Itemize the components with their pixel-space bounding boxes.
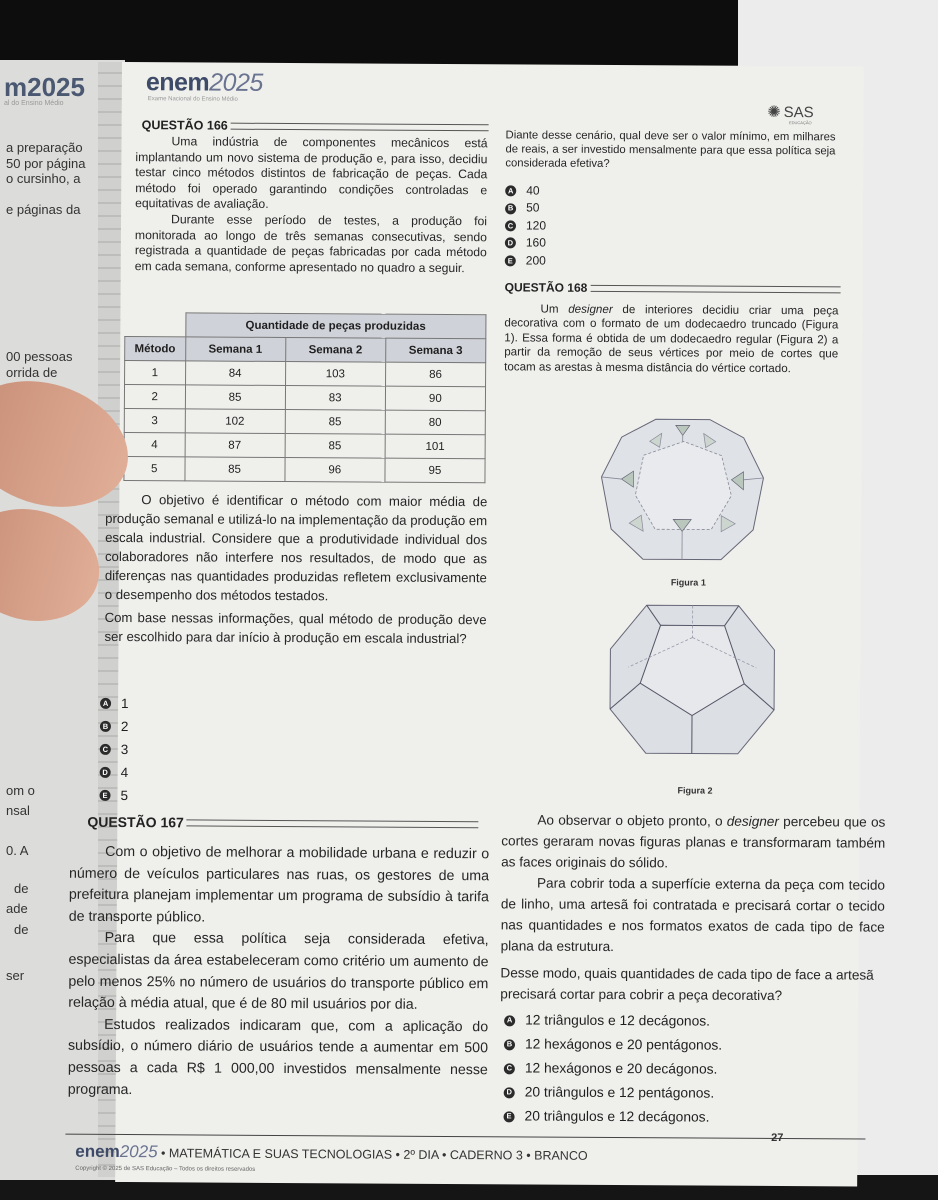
question-167-title: QUESTÃO 167 — [87, 814, 479, 832]
table-cell: 1 — [125, 361, 186, 385]
option-c[interactable] — [100, 738, 129, 761]
option-letter-badge: D — [100, 767, 111, 778]
prev-page-logo: m2025 — [4, 72, 85, 102]
option-marked-x-icon: A — [505, 186, 516, 197]
option-letter-badge: A — [504, 1015, 515, 1026]
prev-fragment: nsal — [6, 803, 30, 818]
option-text: 120 — [525, 218, 547, 233]
q168-paragraph-4: Desse modo, quais quantidades de cada tipo de face a artesã precisará cortar para cobrir a peça decorativa? — [500, 965, 874, 1004]
option-a[interactable] — [504, 1008, 722, 1033]
table-row — [124, 385, 485, 411]
option-letter-badge: D — [504, 1087, 515, 1098]
title-rule — [187, 819, 479, 828]
question-168-title: QUESTÃO 168 — [505, 280, 841, 296]
table-row — [124, 433, 485, 459]
table-header: Semana 3 — [385, 338, 485, 363]
prev-fragment: orrida de — [6, 365, 58, 380]
q166-paragraph-1: Uma indústria de componentes mecânicos está implantando um novo sistema de produção e, para isso, decidiu testar cinco métodos distintos de fabricação de peças. Cada método foi operado garantindo condições controladas e equitativas de avaliação. — [135, 134, 488, 212]
q167-paragraph-1: Com o objetivo de melhorar a mobilidade urbana e reduzir o número de veículos particulares nas ruas, os gestores de uma prefeitura planejam implementar um programa de subsídio à tarifa de transporte público. — [68, 843, 490, 926]
q168-paragraph-1: Um designer de interiores decidiu criar uma peça decorativa com o formato de um dodecaedro truncado (Figura 1). Essa forma é obtida de um dodecaedro regular (Figura 2) a partir da remoção de seus vértices por meio de cortes que tocam as arestas à mesma distância do vértice cortado. — [504, 302, 839, 375]
option-text: 4 — [120, 765, 129, 781]
dodecahedron-figure — [606, 597, 779, 766]
prev-fragment: 00 pessoas — [6, 349, 73, 364]
prev-fragment: 50 por página — [6, 156, 86, 171]
table-cell: 90 — [385, 386, 485, 411]
option-text: 2 — [120, 719, 129, 735]
option-a-marked[interactable] — [505, 182, 546, 200]
option-text: 3 — [120, 742, 129, 758]
question-167-prompt — [505, 128, 835, 172]
prev-fragment: o cursinho, a — [6, 171, 81, 186]
table-row — [125, 361, 486, 387]
q167-paragraph-2: Para que essa política seja considerada efetiva, especialistas da área estabeleceram como critério um aumento de pelo menos 25% no número de usuários do transporte público em relação à média atual, que é de 80 mil usuários por dia. — [68, 930, 489, 1013]
question-168-options — [503, 1008, 722, 1129]
footer-text: • MATEMÁTICA E SUAS TECNOLOGIAS • 2º DIA • CADERNO 3 • BRANCO — [157, 1146, 588, 1163]
footer — [75, 1142, 587, 1165]
table-cell: 5 — [124, 457, 185, 481]
table-cell: 4 — [124, 433, 185, 457]
enem-logo: enem2025 — [145, 68, 263, 97]
prev-fragment: a preparação — [6, 140, 83, 155]
option-d[interactable] — [505, 235, 546, 253]
prev-fragment: ser — [6, 968, 25, 983]
option-text: 12 hexágonos e 20 pentágonos. — [524, 1036, 723, 1053]
title-rule — [590, 284, 840, 293]
table-cell: 101 — [385, 434, 485, 459]
option-letter-badge: C — [100, 744, 111, 755]
option-b[interactable] — [505, 200, 546, 218]
sas-logo: ✺ SAS — [767, 103, 814, 122]
table-cell: 96 — [285, 458, 385, 483]
question-168-body — [500, 809, 885, 1006]
table-group-header: Quantidade de peças produzidas — [185, 313, 486, 339]
prev-fragment: de — [14, 881, 29, 896]
footer-enem-logo: enem2025 — [75, 1141, 158, 1162]
q168-paragraph-3: Para cobrir toda a superfície externa da peça com tecido de linho, uma artesã foi contratada e precisará cortar o tecido nas quantidades e nos formatos exatos de cada tipo de face plana da estrutura. — [500, 875, 886, 955]
table-header: Semana 1 — [185, 337, 285, 362]
option-marked-x-icon: E — [99, 790, 110, 801]
option-text: 40 — [526, 183, 540, 198]
q168-paragraph-2: Ao observar o objeto pronto, o designer percebeu que os cortes geraram novas figuras planas e transformaram também as faces originais do sólido. — [501, 812, 886, 871]
table-corner — [125, 313, 186, 337]
footer-rule — [65, 1134, 865, 1140]
option-d[interactable] — [504, 1080, 722, 1105]
option-letter-badge: C — [505, 220, 516, 231]
question-167-options — [505, 182, 547, 269]
option-a[interactable] — [100, 692, 129, 715]
prev-fragment: e páginas da — [6, 202, 81, 217]
table-cell: 103 — [285, 362, 385, 387]
table-header-row — [125, 337, 486, 363]
prev-fragment: 0. A — [6, 843, 29, 858]
page-number: 27 — [771, 1131, 784, 1145]
option-letter-badge: B — [505, 203, 516, 214]
option-text: 50 — [526, 200, 540, 215]
prev-fragment: om o — [6, 783, 35, 798]
q166-paragraph-4: Com base nessas informações, qual método de produção deve ser escolhido para dar início à produção em escala industrial? — [104, 609, 487, 647]
sas-subtitle: EDUCAÇÃO — [788, 120, 812, 126]
option-letter-badge: C — [504, 1063, 515, 1074]
sas-star-icon: ✺ — [767, 103, 781, 122]
exam-page — [67, 62, 886, 1187]
question-166-intro — [135, 134, 488, 276]
title-rule — [231, 122, 489, 131]
q167-paragraph-4: Diante desse cenário, qual deve ser o valor mínimo, em milhares de reais, a ser investido mensalmente para que essa política seja considerada efetiva? — [505, 129, 836, 170]
question-168-intro — [504, 302, 838, 376]
table-cell: 84 — [185, 361, 285, 386]
enem-subtitle: Exame Nacional do Ensino Médio — [147, 96, 238, 103]
prev-fragment: de — [14, 922, 29, 937]
table-cell: 83 — [285, 386, 385, 411]
production-table — [123, 312, 486, 483]
option-b[interactable] — [504, 1032, 722, 1057]
option-text: 5 — [120, 788, 129, 804]
option-c[interactable] — [505, 217, 546, 235]
table-row — [124, 409, 485, 435]
q166-paragraph-2: Durante esse período de testes, a produção foi monitorada ao longo de três semanas consecutivas, sendo registrada a quantidade de peças fabricadas por cada método em cada semana, conforme apresentado no quadro a seguir. — [134, 212, 488, 275]
copyright: Copyright © 2025 de SAS Educação – Todos os direitos reservados — [75, 1165, 256, 1173]
option-letter-badge: D — [505, 238, 516, 249]
option-text: 200 — [525, 253, 546, 268]
option-text: 160 — [525, 235, 546, 250]
prev-page-subtitle: al do Ensino Médio — [4, 100, 64, 107]
q167-paragraph-3: Estudos realizados indicaram que, com a aplicação do subsídio, o número diário de usuários tende a aumentar em 500 pessoas a cada R$ 1 000,00 investidos mensalmente nesse programa. — [67, 1016, 489, 1098]
table-header: Método — [125, 337, 186, 361]
option-text: 20 triângulos e 12 decágonos. — [524, 1108, 710, 1125]
option-text: 12 hexágonos e 20 decágonos. — [524, 1060, 718, 1077]
figure-1-caption: Figura 1 — [670, 577, 706, 588]
option-marked-x-icon: E — [504, 1111, 515, 1122]
option-d[interactable] — [100, 761, 129, 784]
question-166-options — [99, 692, 128, 807]
table-header: Semana 2 — [285, 338, 385, 363]
option-e-marked[interactable] — [503, 1104, 721, 1129]
table-cell: 85 — [285, 410, 385, 435]
option-e[interactable] — [505, 252, 546, 270]
table-cell: 102 — [185, 409, 285, 434]
q166-paragraph-3: O objetivo é identificar o método com maior média de produção semanal e utilizá-lo na implementação da produção em escala industrial. Considere que a produtividade individual dos colaboradores não interfere nos resultados, de modo que as diferenças nas quantidades produzidas refletem exclusivamente o desempenho dos métodos testados. — [104, 492, 488, 604]
table-cell: 85 — [285, 434, 385, 459]
option-text: 12 triângulos e 12 decágonos. — [525, 1012, 711, 1029]
option-letter-badge: B — [504, 1039, 515, 1050]
option-b[interactable] — [100, 715, 129, 738]
prev-fragment: ade — [6, 901, 28, 916]
option-letter-badge: E — [505, 255, 516, 266]
table-cell: 87 — [185, 433, 285, 458]
table-cell: 85 — [185, 385, 285, 410]
question-166-body — [104, 490, 487, 648]
table-cell: 95 — [385, 458, 485, 483]
truncated-dodecahedron-figure — [593, 411, 772, 572]
table-row — [124, 457, 485, 483]
option-text: 1 — [121, 696, 129, 712]
option-text: 20 triângulos e 12 pentágonos. — [524, 1084, 715, 1101]
figure-2-caption: Figura 2 — [677, 785, 713, 796]
table-cell: 85 — [184, 457, 284, 482]
option-letter-badge: B — [100, 721, 111, 732]
table-cell: 3 — [124, 409, 185, 433]
table-cell: 2 — [124, 385, 185, 409]
table-cell: 80 — [385, 410, 485, 435]
option-c[interactable] — [504, 1056, 722, 1081]
option-letter-badge: A — [100, 698, 111, 709]
question-167-body — [68, 842, 490, 1104]
option-e-marked[interactable] — [99, 784, 128, 807]
question-166-title: QUESTÃO 166 — [142, 118, 489, 134]
table-cell: 86 — [385, 362, 485, 387]
